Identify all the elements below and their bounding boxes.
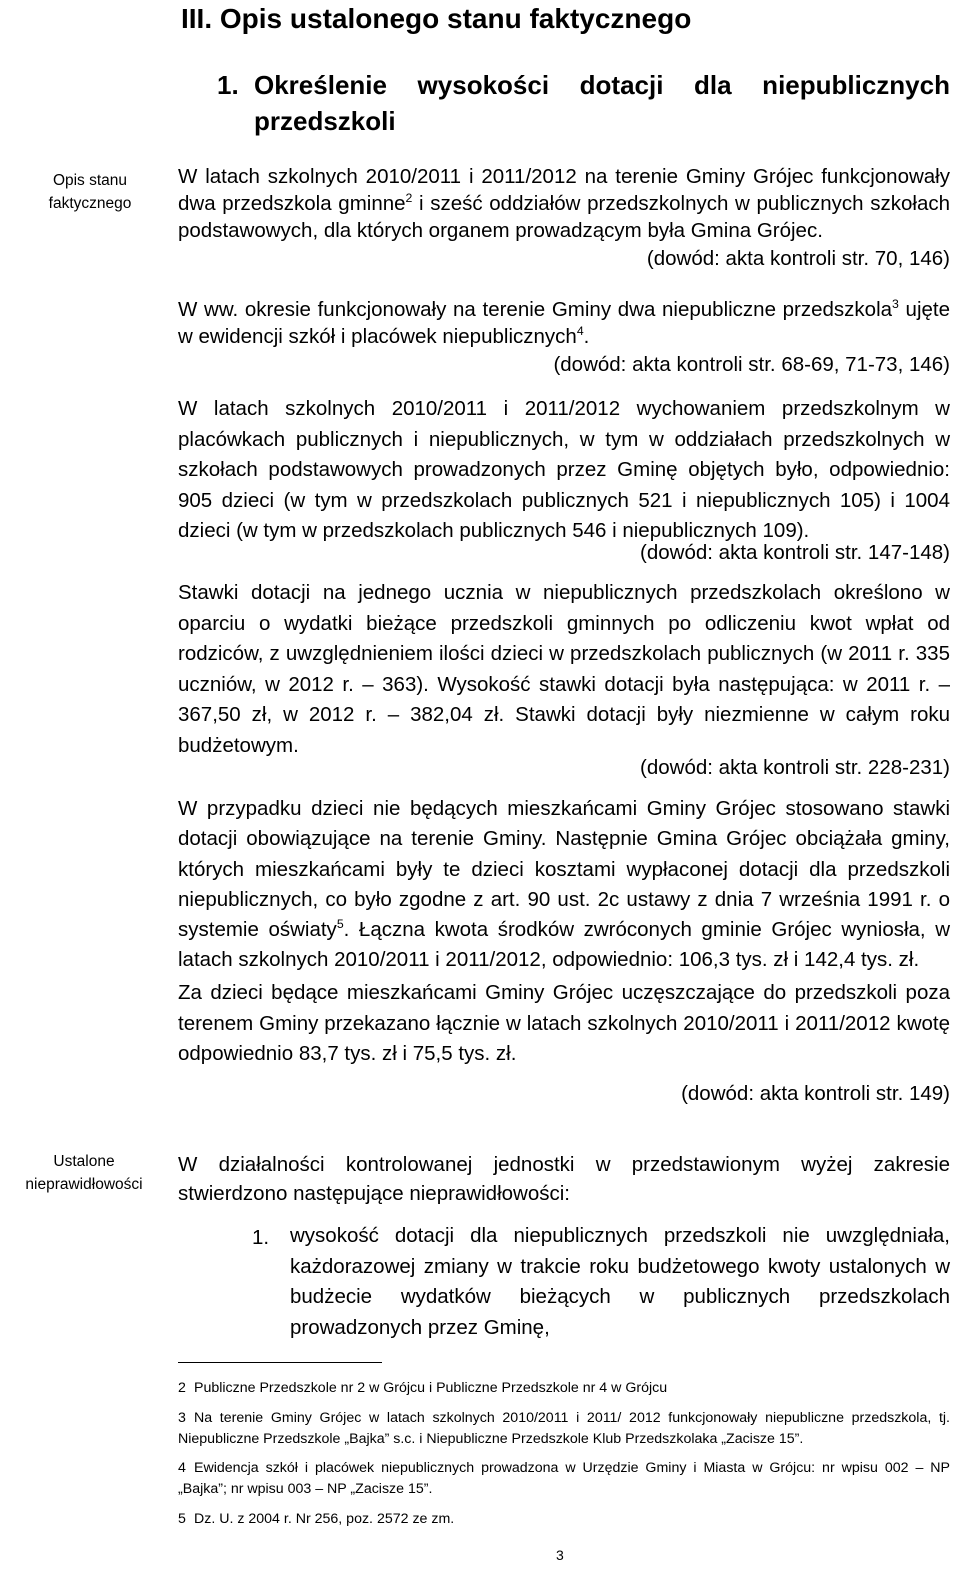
footnote-4: 4 Ewidencja szkół i placówek niepublicznych prowadzona w Urzędzie Gminy i Miasta w Grójcu: nr wpisu 002 – NP „Bajka”; nr wpisu 003 – NP „Zacisze 15”. bbox=[178, 1460, 950, 1497]
footnote-ref: 2 bbox=[405, 191, 413, 206]
list-item-number: 1. bbox=[252, 1226, 270, 1249]
subsection-number: 1. bbox=[217, 70, 239, 100]
evidence-citation: (dowód: akta kontroli str. 70, 146) bbox=[646, 247, 950, 270]
evidence-citation: (dowód: akta kontroli str. 68-69, 71-73, 146) bbox=[553, 353, 950, 376]
list-item: wysokość dotacji dla niepublicznych przedszkoli nie uwzględniała, każdorazowej zmiany w trakcie roku budżetowego kwoty ustalonych w budżecie wydatków bieżących w publicznych przedszkolach prowadzonych przez Gminę, bbox=[290, 1224, 950, 1339]
footnote-ref: 5 bbox=[336, 917, 344, 932]
evidence-citation: (dowód: akta kontroli str. 147-148) bbox=[640, 541, 950, 564]
evidence-citation: (dowód: akta kontroli str. 228-231) bbox=[640, 756, 950, 779]
section-heading: III. Opis ustalonego stanu faktycznego bbox=[181, 3, 692, 34]
paragraph-1: W latach szkolnych 2010/2011 i 2011/2012 na terenie Gminy Grójec funkcjonowały dwa przedszkola gminne$^2$ i sześć oddziałów przedszkolnych w publicznych szkołach podstawowych, dla których organem prowadzącym była Gmina Grójec. bbox=[178, 165, 950, 242]
margin-label-facts: Opis stanu faktycznego bbox=[48, 172, 132, 212]
margin-label-irregularities: Ustalone nieprawidłowości bbox=[25, 1153, 143, 1193]
paragraph-2: W ww. okresie funkcjonowały na terenie Gminy dwa niepubliczne przedszkola$^3$ ujęte w ewidencji szkół i placówek niepublicznych$^4$. bbox=[178, 297, 950, 348]
footnote-3: 3 Na terenie Gminy Grójec w latach szkolnych 2010/2011 i 2011/ 2012 funkcjonowały niepubliczne przedszkola, tj. Niepubliczne Przedszkole „Bajka” s.c. i Niepubliczne Przedszkole Klub Przedszkolaka „Zacisze 15”. bbox=[178, 1410, 950, 1447]
footnote-ref: 3 bbox=[892, 297, 899, 312]
evidence-citation: (dowód: akta kontroli str. 149) bbox=[681, 1082, 950, 1105]
paragraph-6: Za dzieci będące mieszkańcami Gminy Grójec uczęszczające do przedszkoli poza terenem Gminy przekazano łącznie w latach szkolnych 2010/2011 i 2011/2012 kwotę odpowiednio 83,7 tys. zł i 75,5 tys. zł. bbox=[178, 981, 950, 1065]
footnote-ref: 4 bbox=[576, 324, 584, 339]
paragraph-4: Stawki dotacji na jednego ucznia w niepublicznych przedszkolach określono w oparciu o wydatki bieżące przedszkoli gminnych po odliczeniu kwot wpłat od rodziców, z uwzględnieniem ilości dzieci w przedszkolach publicznych (w 2011 r. 335 uczniów, w 2012 r. – 363). Wysokość stawki dotacji była następująca: w 2011 r. – 367,50 zł, w 2012 r. – 382,04 zł. Stawki dotacji były niezmienne w całym roku budżetowym. bbox=[178, 581, 950, 757]
paragraph-5: W przypadku dzieci nie będących mieszkańcami Gminy Grójec stosowano stawki dotacji obowiązujące na terenie Gminy. Następnie Gmina Grójec obciążała gminy, których mieszkańcami były te dzieci kosztami wypłaconej dotacji dla przedszkoli niepublicznych, co było zgodne z art. 90 ust. 2c ustawy z dnia 7 września 1991 r. o systemie oświaty$^5$. Łączna kwota środków zwróconych gminie Grójec wyniosła, w latach szkolnych 2010/2011 i 2011/2012, odpowiednio: 106,3 tys. zł i 142,4 tys. zł. bbox=[178, 797, 950, 972]
paragraph-7: W działalności kontrolowanej jednostki w przedstawionym wyżej zakresie stwierdzono następujące nieprawidłowości: bbox=[178, 1153, 950, 1205]
subsection-title-line2: przedszkoli bbox=[254, 106, 396, 136]
paragraph-3: W latach szkolnych 2010/2011 i 2011/2012 wychowaniem przedszkolnym w placówkach publicznych i niepublicznych, w tym w oddziałach przedszkolnych w szkołach podstawowych prowadzonych przez Gminę objętych było, odpowiednio: 905 dzieci (w tym w przedszkolach publicznych 521 i niepublicznych 105) i 1004 dzieci (w tym w przedszkolach publicznych 546 i niepublicznych 109). bbox=[178, 397, 950, 542]
footnote-separator bbox=[178, 1362, 382, 1363]
footnote-5: 5 Dz. U. z 2004 r. Nr 256, poz. 2572 ze zm. bbox=[178, 1511, 455, 1527]
page-number: 3 bbox=[556, 1547, 564, 1563]
footnote-2: 2 Publiczne Przedszkole nr 2 w Grójcu i Publiczne Przedszkole nr 4 w Grójcu bbox=[178, 1380, 668, 1396]
subsection-title-line1: Określenie wysokości dotacji dla niepublicznych bbox=[254, 70, 950, 100]
